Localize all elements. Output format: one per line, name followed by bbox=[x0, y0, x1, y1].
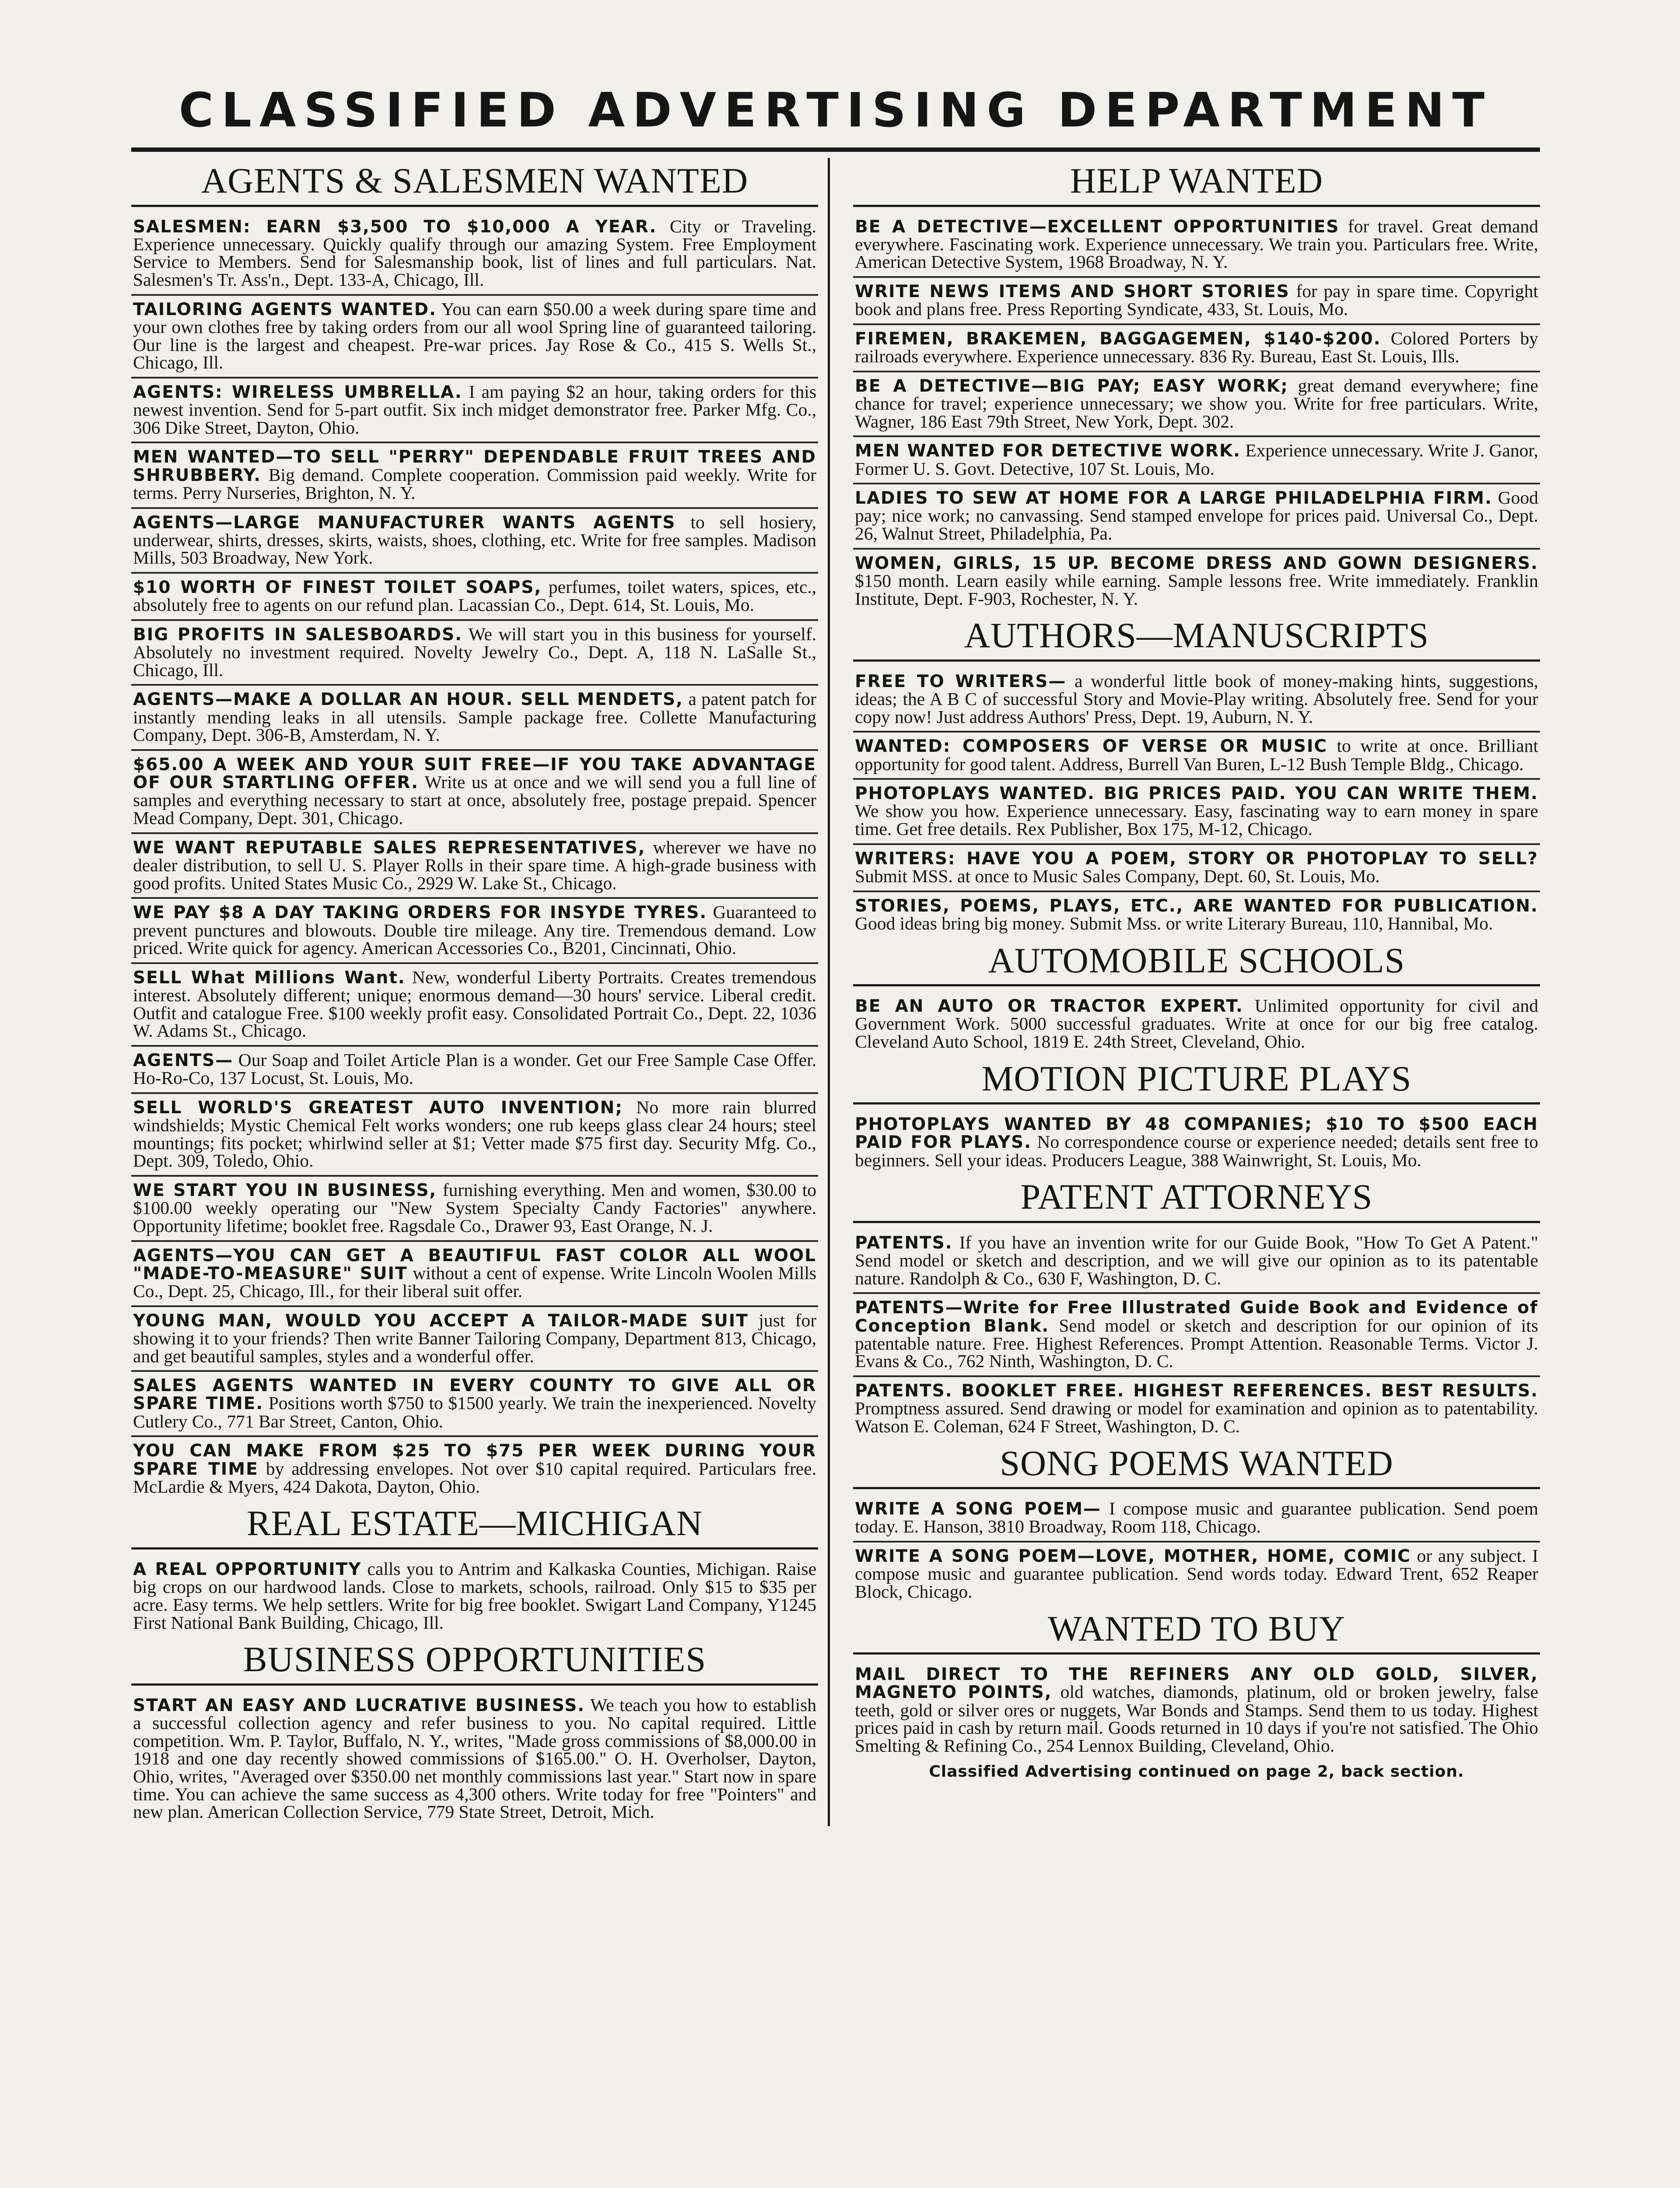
ad-body: New, wonderful Liberty Portraits. Creates tremendous interest. Absolutely different; unique; enormous demand—30 hours' service. Liberal credit. Outfit and catalogue Free. $100 weekly profit easy. Consolidated Portrait Co., Dept. 22, 1036 W. Adams St., Chicago. bbox=[133, 967, 817, 1041]
ad-body: Submit MSS. at once to Music Sales Company, Dept. 60, St. Louis, Mo. bbox=[855, 866, 1380, 886]
classified-ad bbox=[853, 733, 1540, 780]
ad-body: Positions worth $750 to $1500 yearly. We train the inexperienced. Novelty Cutlery Co., 771 Bar Street, Canton, Ohio. bbox=[133, 1393, 817, 1431]
section-heading-wanted-to-buy: WANTED TO BUY bbox=[853, 1609, 1540, 1655]
section-heading-automobile-schools: AUTOMOBILE SCHOOLS bbox=[853, 941, 1540, 987]
ad-body: for travel. Great demand everywhere. Fascinating work. Experience unnecessary. We train you. Particulars free. Write, American Detective System, 1968 Broadway, N. Y. bbox=[855, 216, 1538, 272]
ad-body: wherever we have no dealer distribution, to sell U. S. Player Rolls in their spare time. A high-grade business with good profits. United States Music Co., 2929 W. Lake St., Chicago. bbox=[133, 837, 816, 893]
ad-headline: AGENTS: WIRELESS UMBRELLA. bbox=[133, 382, 462, 402]
ad-headline: WE PAY $8 A DAY TAKING ORDERS FOR INSYDE TYRES. bbox=[133, 903, 707, 923]
ad-headline: AGENTS—MAKE A DOLLAR AN HOUR. SELL MENDETS, bbox=[133, 690, 683, 710]
left-column bbox=[131, 158, 830, 1826]
section-business-opportunities bbox=[131, 1692, 818, 1826]
classified-ad bbox=[853, 1229, 1540, 1294]
section-heading-authors-manuscripts: AUTHORS—MANUSCRIPTS bbox=[853, 616, 1540, 662]
section-heading-real-estate-michigan: REAL ESTATE—MICHIGAN bbox=[131, 1504, 818, 1550]
ad-headline: SELL WORLD'S GREATEST AUTO INVENTION; bbox=[133, 1098, 623, 1118]
classified-ad bbox=[131, 1242, 818, 1307]
classified-ad bbox=[131, 1692, 818, 1826]
classified-ad bbox=[131, 509, 818, 574]
ad-body: Write us at once and we will send you a full line of samples and everything necessary to start at once, absolutely free, postage prepaid. Spencer Mead Company, Dept. 301, Chicago. bbox=[133, 772, 816, 828]
classified-ad bbox=[853, 668, 1540, 733]
ad-body: Experience unnecessary. Write J. Ganor, Former U. S. Govt. Detective, 107 St. Louis, Mo. bbox=[855, 440, 1538, 479]
classified-ad bbox=[131, 899, 818, 964]
columns bbox=[131, 158, 1540, 1826]
ad-body: I am paying $2 an hour, taking orders for this newest invention. Send for 5-part outfit. Six inch midget demonstrator free. Parker Mfg. Co., 306 Dike Street, Dayton, Ohio. bbox=[133, 381, 816, 438]
classified-ad bbox=[131, 751, 818, 834]
ad-body: a patent patch for instantly mending leaks in all utensils. Sample package free. Collette Manufacturing Company, Dept. 306-B, Amsterdam, N. Y. bbox=[133, 689, 816, 745]
ad-headline: MEN WANTED—TO SELL "PERRY" DEPENDABLE FRUIT TREES AND SHRUBBERY. bbox=[133, 447, 816, 485]
classified-ad bbox=[131, 686, 818, 751]
ad-headline: $65.00 A WEEK AND YOUR SUIT FREE—IF YOU TAKE ADVANTAGE OF OUR STARTLING OFFER. bbox=[133, 755, 816, 793]
section-help-wanted bbox=[853, 213, 1540, 613]
ad-body: to sell hosiery, underwear, shirts, dresses, skirts, waists, shoes, clothing, etc. Write for free samples. Madison Mills, 503 Broadway, New York. bbox=[133, 512, 817, 568]
ad-body: a wonderful little book of money-making hints, suggestions, ideas; the A B C of successful Story and Movie-Play writing. Absolutely free. Send for your copy now! Just address Authors' Press, Dept. 19, Auburn, N. Y. bbox=[855, 670, 1539, 727]
section-heading-agents-salesmen-wanted: AGENTS & SALESMEN WANTED bbox=[131, 161, 818, 207]
ad-body: old watches, diamonds, platinum, old or broken jewelry, false teeth, gold or silver ores or nuggets, War Bonds and Stamps. Send them to us today. Highest prices paid in cash by return mail. Goods returned in 10 days if you're not satisfied. The Ohio Smelting & Refining Co., 254 Lennox Building, Cleveland, Ohio. bbox=[855, 1682, 1538, 1756]
section-agents-salesmen-wanted bbox=[131, 213, 818, 1501]
right-column bbox=[849, 158, 1540, 1826]
ad-headline: PHOTOPLAYS WANTED. BIG PRICES PAID. YOU CAN WRITE THEM. bbox=[855, 784, 1538, 804]
ad-headline: WRITERS: HAVE YOU A POEM, STORY OR PHOTOPLAY TO SELL? bbox=[855, 849, 1538, 869]
classified-ad bbox=[853, 278, 1540, 325]
classified-ad bbox=[853, 1111, 1540, 1174]
ad-body: $150 month. Learn easily while earning. Sample lessons free. Write immediately. Franklin Institute, Dept. F-903, Rochester, N. Y. bbox=[855, 570, 1538, 609]
ad-body: Our Soap and Toilet Article Plan is a wonder. Get our Free Sample Case Offer. Ho-Ro-Co, 137 Locust, St. Louis, Mo. bbox=[133, 1050, 817, 1088]
classified-ad bbox=[131, 443, 818, 508]
ad-headline: WRITE A SONG POEM— bbox=[855, 1499, 1102, 1519]
ad-headline: WANTED: COMPOSERS OF VERSE OR MUSIC bbox=[855, 736, 1328, 757]
ad-headline: WRITE A SONG POEM—LOVE, MOTHER, HOME, COMIC bbox=[855, 1546, 1411, 1567]
ad-headline: WOMEN, GIRLS, 15 UP. BECOME DRESS AND GOWN DESIGNERS. bbox=[855, 553, 1538, 573]
ad-body: If you have an invention write for our Guide Book, "How To Get A Patent." Send model or sketch and description, and we will give our opinion as to its patentable nature. Randolph & Co., 630 F, Washington, D. C. bbox=[855, 1232, 1539, 1288]
ad-headline: BE A DETECTIVE—BIG PAY; EASY WORK; bbox=[855, 376, 1288, 396]
classified-ad bbox=[131, 621, 818, 686]
ad-headline: TAILORING AGENTS WANTED. bbox=[133, 299, 437, 319]
classified-ad bbox=[853, 372, 1540, 438]
section-real-estate-michigan bbox=[131, 1556, 818, 1637]
ad-body: without a cent of expense. Write Lincoln Woolen Mills Co., Dept. 25, Chicago, Ill., for their liberal suit offer. bbox=[133, 1262, 817, 1301]
ad-headline: AGENTS—LARGE MANUFACTURER WANTS AGENTS bbox=[133, 512, 676, 533]
section-heading-motion-picture-plays: MOTION PICTURE PLAYS bbox=[853, 1059, 1540, 1105]
classified-ad bbox=[131, 834, 818, 899]
ad-body: Send model or sketch and description for our opinion of its patentable nature. Free. Highest References. Prompt Attention. Reasonable Terms. Victor J. Evans & Co., 762 Ninth, Washington, D. C. bbox=[855, 1315, 1538, 1371]
ad-headline: LADIES TO SEW AT HOME FOR A LARGE PHILADELPHIA FIRM. bbox=[855, 488, 1492, 508]
ad-body: furnishing everything. Men and women, $30.00 to $100.00 weekly operating our "New System Specialty Candy Factories" anywhere. Opportunity lifetime; booklet free. Ragsdale Co., Drawer 93, East Orange, N. J. bbox=[133, 1180, 817, 1236]
classified-ad bbox=[131, 1437, 818, 1501]
ad-body: No correspondence course or experience needed; details sent free to beginners. Sell your ideas. Producers League, 388 Wainwright, St. Louis, Mo. bbox=[855, 1132, 1538, 1170]
classified-ad bbox=[853, 1661, 1540, 1760]
ad-body: or any subject. I compose music and guarantee publication. Send words today. Edward Trent, 652 Reaper Block, Chicago. bbox=[855, 1546, 1539, 1602]
ad-body: by addressing envelopes. Not over $10 capital required. Particulars free. McLardie & Myers, 424 Dakota, Dayton, Ohio. bbox=[133, 1458, 816, 1497]
ad-body: Unlimited opportunity for civil and Government Work. 5000 successful graduates. Write at once for our big free catalog. Cleveland Auto School, 1819 E. 24th Street, Cleveland, Ohio. bbox=[855, 996, 1539, 1052]
ad-headline: PATENTS. bbox=[855, 1233, 953, 1253]
ad-body: Big demand. Complete cooperation. Commission paid weekly. Write for terms. Perry Nurseries, Brighton, N. Y. bbox=[133, 464, 816, 503]
ad-headline: MAIL DIRECT TO THE REFINERS ANY OLD GOLD, SILVER, MAGNETO POINTS, bbox=[855, 1665, 1538, 1703]
classified-ad bbox=[853, 213, 1540, 278]
ad-headline: AGENTS— bbox=[133, 1051, 234, 1071]
ad-body: We will start you in this business for yourself. Absolutely no investment required. Novelty Jewelry Co., Dept. A, 118 N. LaSalle St., Chicago, Ill. bbox=[133, 624, 816, 680]
classified-ad bbox=[853, 550, 1540, 613]
classified-ad bbox=[131, 964, 818, 1047]
classified-ad bbox=[131, 574, 818, 621]
ad-headline: SALESMEN: EARN $3,500 TO $10,000 A YEAR. bbox=[133, 217, 657, 237]
ad-body: No more rain blurred windshields; Mystic Chemical Felt works wonders; one rub keeps glass clear 24 hours; steel mountings; fits pocket; whirlwind seller at $1; Vetter made $75 first day. Security Mfg. Co., Dept. 309, Toledo, Ohio. bbox=[133, 1097, 817, 1171]
ad-body: We show you how. Experience unnecessary. Easy, fascinating way to earn money in spare time. Get free details. Rex Publisher, Box 175, M-12, Chicago. bbox=[855, 801, 1538, 839]
page-title: CLASSIFIED ADVERTISING DEPARTMENT bbox=[131, 79, 1540, 152]
section-wanted-to-buy bbox=[853, 1661, 1540, 1760]
continued-note: Classified Advertising continued on page 2, back section. bbox=[929, 1762, 1464, 1781]
ad-body: You can earn $50.00 a week during spare time and your own clothes free by taking orders from our all wool Spring line of guaranteed tailoring. Our line is the largest and cheapest. Pre-war prices. Jay Rose & Co., 415 S. Wells St., Chicago, Ill. bbox=[133, 298, 816, 373]
classified-ad bbox=[853, 1495, 1540, 1543]
ad-body: Colored Porters by railroads everywhere. Experience unnecessary. 836 Ry. Bureau, East St. Louis, Ills. bbox=[855, 328, 1538, 367]
classified-ad bbox=[131, 1556, 818, 1637]
classified-ad bbox=[853, 325, 1540, 372]
ad-body: Good pay; nice work; no canvassing. Send stamped envelope for prices paid. Universal Co., Dept. 26, Walnut Street, Philadelphia, Pa. bbox=[855, 487, 1539, 544]
classified-ad bbox=[131, 1372, 818, 1437]
ad-body: I compose music and guarantee publication. Send poem today. E. Hanson, 3810 Broadway, Room 118, Chicago. bbox=[855, 1498, 1538, 1537]
ad-body: perfumes, toilet waters, spices, etc., absolutely free to agents on our refund plan. Lacassian Co., Dept. 614, St. Louis, Mo. bbox=[133, 577, 816, 615]
ad-headline: PHOTOPLAYS WANTED BY 48 COMPANIES; $10 TO $500 EACH PAID FOR PLAYS. bbox=[855, 1115, 1538, 1153]
magazine-page bbox=[131, 79, 1540, 1826]
classified-ad bbox=[853, 845, 1540, 892]
ad-headline: YOU CAN MAKE FROM $25 TO $75 PER WEEK DURING YOUR SPARE TIME bbox=[133, 1441, 816, 1479]
ad-body: to write at once. Brilliant opportunity for good talent. Address, Burrell Van Buren, L-12 Bush Temple Bldg., Chicago. bbox=[855, 736, 1539, 774]
ad-headline: BE A DETECTIVE—EXCELLENT OPPORTUNITIES bbox=[855, 217, 1340, 237]
classified-ad bbox=[131, 296, 818, 379]
section-heading-help-wanted: HELP WANTED bbox=[853, 161, 1540, 207]
ad-body: Guaranteed to prevent punctures and blowouts. Double tire mileage. Any tire. Tremendous demand. Low priced. Write quick for agency. American Accessories Co., B201, Cincinnati, Ohio. bbox=[133, 902, 817, 958]
section-patent-attorneys bbox=[853, 1229, 1540, 1441]
classified-ad bbox=[853, 1377, 1540, 1441]
ad-body: for pay in spare time. Copyright book and plans free. Press Reporting Syndicate, 433, St. Louis, Mo. bbox=[855, 281, 1539, 319]
ad-headline: PATENTS—Write for Free Illustrated Guide Book and Evidence of Conception Blank. bbox=[855, 1298, 1538, 1336]
ad-headline: START AN EASY AND LUCRATIVE BUSINESS. bbox=[133, 1695, 585, 1715]
classified-ad bbox=[131, 1047, 818, 1094]
classified-ad bbox=[131, 1307, 818, 1372]
ad-body: City or Traveling. Experience unnecessary. Quickly qualify through our amazing System. Free Employment Service to Members. Send for Salesmanship book, list of lines and full particulars. Nat. Salesmen's Tr. Ass'n., Dept. 133-A, Chicago, Ill. bbox=[133, 216, 817, 290]
ad-headline: PATENTS. BOOKLET FREE. HIGHEST REFERENCES. BEST RESULTS. bbox=[855, 1381, 1538, 1401]
classified-ad bbox=[131, 379, 818, 444]
ad-body: Good ideas bring big money. Submit Mss. or write Literary Bureau, 110, Hannibal, Mo. bbox=[855, 913, 1493, 933]
ad-headline: WE START YOU IN BUSINESS, bbox=[133, 1181, 437, 1201]
section-song-poems-wanted bbox=[853, 1495, 1540, 1606]
section-authors-manuscripts bbox=[853, 668, 1540, 938]
ad-headline: SELL What Millions Want. bbox=[133, 968, 406, 988]
classified-ad bbox=[853, 437, 1540, 484]
ad-body: calls you to Antrim and Kalkaska Counties, Michigan. Raise big crops on our hardwood lands. Close to markets, schools, railroad. Only $15 to $35 per acre. Easy terms. We help settlers. Write for big free booklet. Swigart Land Company, Y1245 First National Bank Building, Chicago, Ill. bbox=[133, 1558, 817, 1633]
ad-headline: FREE TO WRITERS— bbox=[855, 671, 1067, 691]
section-heading-patent-attorneys: PATENT ATTORNEYS bbox=[853, 1178, 1540, 1223]
ad-headline: A REAL OPPORTUNITY bbox=[133, 1559, 362, 1579]
ad-body: We teach you how to establish a successful collection agency and refer business to you. No capital required. Little competition. Wm. P. Taylor, Buffalo, N. Y., writes, "Made gross commissions of $8,000.00 in 1918 and one day recently showed commissions of $165.00." O. H. Overholser, Dayton, Ohio, writes, "Averaged over $350.00 net monthly commissions last year." Start now in spare time. You can achieve the same success as 4,300 others. Write today for free "Pointers" and new plan. American Collection Service, 779 State Street, Detroit, Mich. bbox=[133, 1694, 816, 1822]
section-automobile-schools bbox=[853, 992, 1540, 1056]
classified-ad bbox=[853, 892, 1540, 938]
ad-headline: MEN WANTED FOR DETECTIVE WORK. bbox=[855, 441, 1241, 461]
ad-headline: BE AN AUTO OR TRACTOR EXPERT. bbox=[855, 996, 1243, 1017]
ad-headline: STORIES, POEMS, PLAYS, ETC., ARE WANTED FOR PUBLICATION. bbox=[855, 896, 1538, 916]
section-heading-business-opportunities: BUSINESS OPPORTUNITIES bbox=[131, 1640, 818, 1686]
ad-headline: WE WANT REPUTABLE SALES REPRESENTATIVES, bbox=[133, 838, 646, 858]
classified-ad bbox=[853, 992, 1540, 1056]
classified-ad bbox=[853, 484, 1540, 550]
ad-headline: SALES AGENTS WANTED IN EVERY COUNTY TO GIVE ALL OR SPARE TIME. bbox=[133, 1376, 816, 1414]
ad-body: Promptness assured. Send drawing or model for examination and opinion as to patentability. Watson E. Coleman, 624 F Street, Washington, D. C. bbox=[855, 1398, 1538, 1436]
ad-headline: WRITE NEWS ITEMS AND SHORT STORIES bbox=[855, 282, 1290, 302]
section-motion-picture-plays bbox=[853, 1111, 1540, 1174]
section-heading-song-poems-wanted: SONG POEMS WANTED bbox=[853, 1444, 1540, 1490]
classified-ad bbox=[853, 1543, 1540, 1606]
classified-ad bbox=[853, 1294, 1540, 1377]
ad-body: just for showing it to your friends? Then write Banner Tailoring Company, Department 813, Chicago, and get beautiful samples, styles and a wonderful offer. bbox=[133, 1310, 817, 1366]
classified-ad bbox=[853, 780, 1540, 845]
ad-headline: BIG PROFITS IN SALESBOARDS. bbox=[133, 624, 462, 645]
ad-headline: YOUNG MAN, WOULD YOU ACCEPT A TAILOR-MADE SUIT bbox=[133, 1311, 749, 1331]
classified-ad bbox=[131, 1094, 818, 1177]
ad-headline: FIREMEN, BRAKEMEN, BAGGAGEMEN, $140-$200. bbox=[855, 329, 1381, 349]
classified-ad bbox=[131, 1177, 818, 1242]
classified-ad bbox=[131, 213, 818, 296]
ad-body: great demand everywhere; fine chance for travel; experience unnecessary; we show you. Write for free particulars. Write, Wagner, 186 East 79th Street, New York, Dept. 302. bbox=[855, 375, 1538, 431]
ad-headline: AGENTS—YOU CAN GET A BEAUTIFUL FAST COLOR ALL WOOL "MADE-TO-MEASURE" SUIT bbox=[133, 1245, 816, 1283]
ad-headline: $10 WORTH OF FINEST TOILET SOAPS, bbox=[133, 578, 542, 598]
